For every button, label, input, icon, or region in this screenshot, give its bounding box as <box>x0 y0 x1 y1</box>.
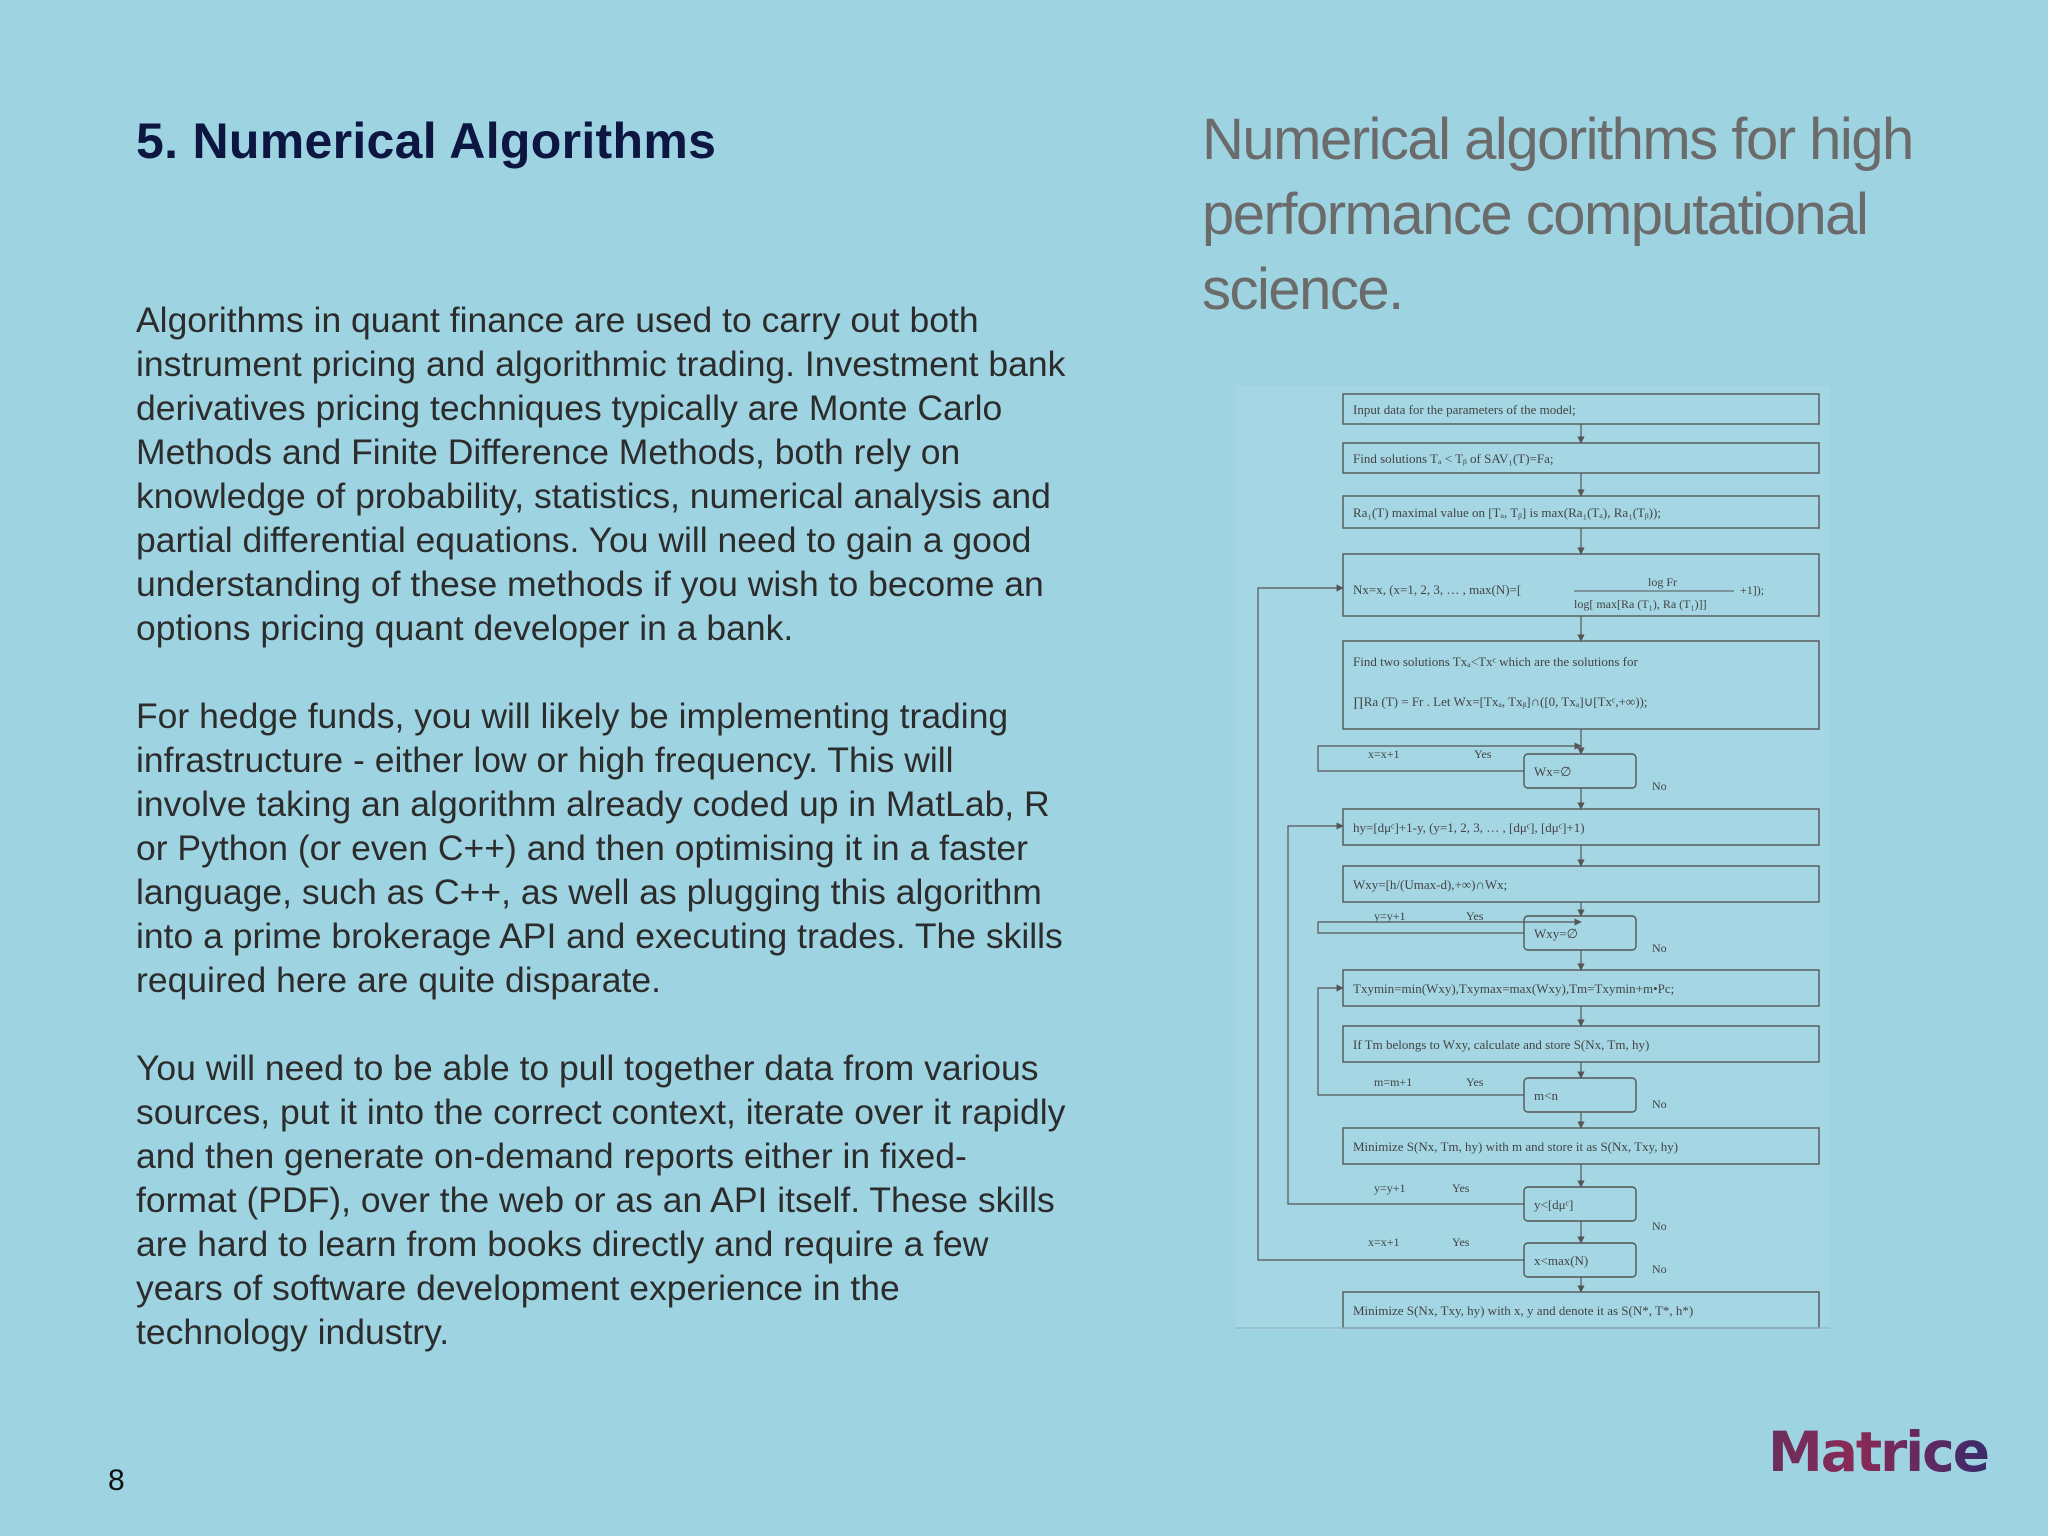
fc-no-2: No <box>1652 941 1667 955</box>
fc-text-product: ∏Ra (T) = Fr . Let Wx=[Txₐ, Txᵦ]∩([0, Txₐ]∪[Txᶜ,+∞)); <box>1353 694 1648 709</box>
fc-label-m-inc: m=m+1 <box>1374 1075 1413 1089</box>
fc-label-x-inc-2: x=x+1 <box>1368 1235 1400 1249</box>
fc-text-find-solutions: Find solutions Tₐ < Tᵦ of SAV₁(T)=Fa; <box>1353 451 1554 466</box>
fc-label-x-inc-1: x=x+1 <box>1368 747 1400 761</box>
fc-text-wxy: Wxy=[h/(Umax-d),+∞)∩Wx; <box>1353 877 1508 892</box>
fc-text-nx-denominator: log[ max[Ra (T₁), Ra (T₁)]] <box>1574 597 1707 611</box>
fc-text-m-lt-n: m<n <box>1534 1088 1558 1103</box>
fc-label-y-inc-2: y=y+1 <box>1374 1181 1406 1195</box>
algorithm-flowchart <box>1236 386 1830 1330</box>
fc-text-wxy-empty: Wxy=∅ <box>1534 926 1578 941</box>
fc-text-if-tm: If Tm belongs to Wxy, calculate and store S(Nx, Tm, hy) <box>1353 1037 1650 1052</box>
fc-text-minimize-final: Minimize S(Nx, Txy, hy) with x, y and denote it as S(N*, T*, h*) <box>1353 1303 1694 1318</box>
side-heading: Numerical algorithms for high performance computational science. <box>1202 107 1913 322</box>
fc-text-hy: hy=[dμᶜ]+1-y, (y=1, 2, 3, … , [dμᶜ], [dμᶜ]+1) <box>1353 820 1585 835</box>
fc-yes-5: Yes <box>1452 1235 1470 1249</box>
fc-text-txymin: Txymin=min(Wxy),Txymax=max(Wxy),Tm=Txymin+m•Pc; <box>1353 981 1675 996</box>
fc-no-5: No <box>1652 1262 1667 1276</box>
fc-yes-1: Yes <box>1474 747 1492 761</box>
fc-text-nx-numerator: log Fr <box>1648 575 1678 589</box>
fc-label-y-inc-1: y=y+1 <box>1374 909 1406 923</box>
fc-yes-2: Yes <box>1466 909 1484 923</box>
body-text <box>136 298 1066 1398</box>
paragraph-3: You will need to be able to pull together data from various sources, put it into the correct context, iterate over it rapidly and then generate on-demand reports either in fixed-format (PDF), over the web or as an API itself. These skills are hard to learn from books directly and require a few years of software development experience in the technology industry. <box>136 1048 1066 1352</box>
fc-no-4: No <box>1652 1219 1667 1233</box>
fc-text-nx-tail: +1]); <box>1740 583 1765 597</box>
fc-text-x-lt-max: x<max(N) <box>1534 1253 1589 1268</box>
page-number: 8 <box>108 1464 125 1497</box>
fc-yes-4: Yes <box>1452 1181 1470 1195</box>
fc-text-ra-max: Ra₁(T) maximal value on [Tₐ, Tᵦ] is max(Ra₁(Tₐ), Ra₁(Tᵦ)); <box>1353 505 1661 520</box>
fc-text-nx: Nx=x, (x=1, 2, 3, … , max(N)=[ <box>1353 582 1522 597</box>
fc-yes-3: Yes <box>1466 1075 1484 1089</box>
flowchart-svg <box>1236 386 1830 1330</box>
fc-text-minimize-tm: Minimize S(Nx, Tm, hy) with m and store it as S(Nx, Txy, hy) <box>1353 1139 1679 1154</box>
paragraph-2: For hedge funds, you will likely be implementing trading infrastructure - either low or high frequency. This will involve taking an algorithm already coded up in MatLab, R or Python (or even C++) and then optimising it in a faster language, such as C++, as well as plugging this algorithm into a prime brokerage API and executing trades. The skills required here are quite disparate. <box>136 696 1063 1000</box>
paragraph-1: Algorithms in quant finance are used to carry out both instrument pricing and algorithmic trading. Investment bank derivatives pricing techniques typically are Monte Carlo Methods and Finite Difference Methods, both rely on knowledge of probability, statistics, numerical analysis and partial differential equations. You will need to gain a good understanding of these methods if you wish to become an options pricing quant developer in a bank. <box>136 300 1066 648</box>
fc-no-1: No <box>1652 779 1667 793</box>
matrice-logo: Matrice <box>1768 1420 1989 1484</box>
fc-text-wx-empty: Wx=∅ <box>1534 764 1572 779</box>
fc-no-3: No <box>1652 1097 1667 1111</box>
fc-text-y-lt: y<[dμᶜ] <box>1534 1197 1574 1212</box>
page-title: 5. Numerical Algorithms <box>136 113 717 169</box>
fc-text-input: Input data for the parameters of the model; <box>1353 402 1576 417</box>
fc-text-find-two: Find two solutions Txₐ<Txᶜ which are the solutions for <box>1353 654 1638 669</box>
